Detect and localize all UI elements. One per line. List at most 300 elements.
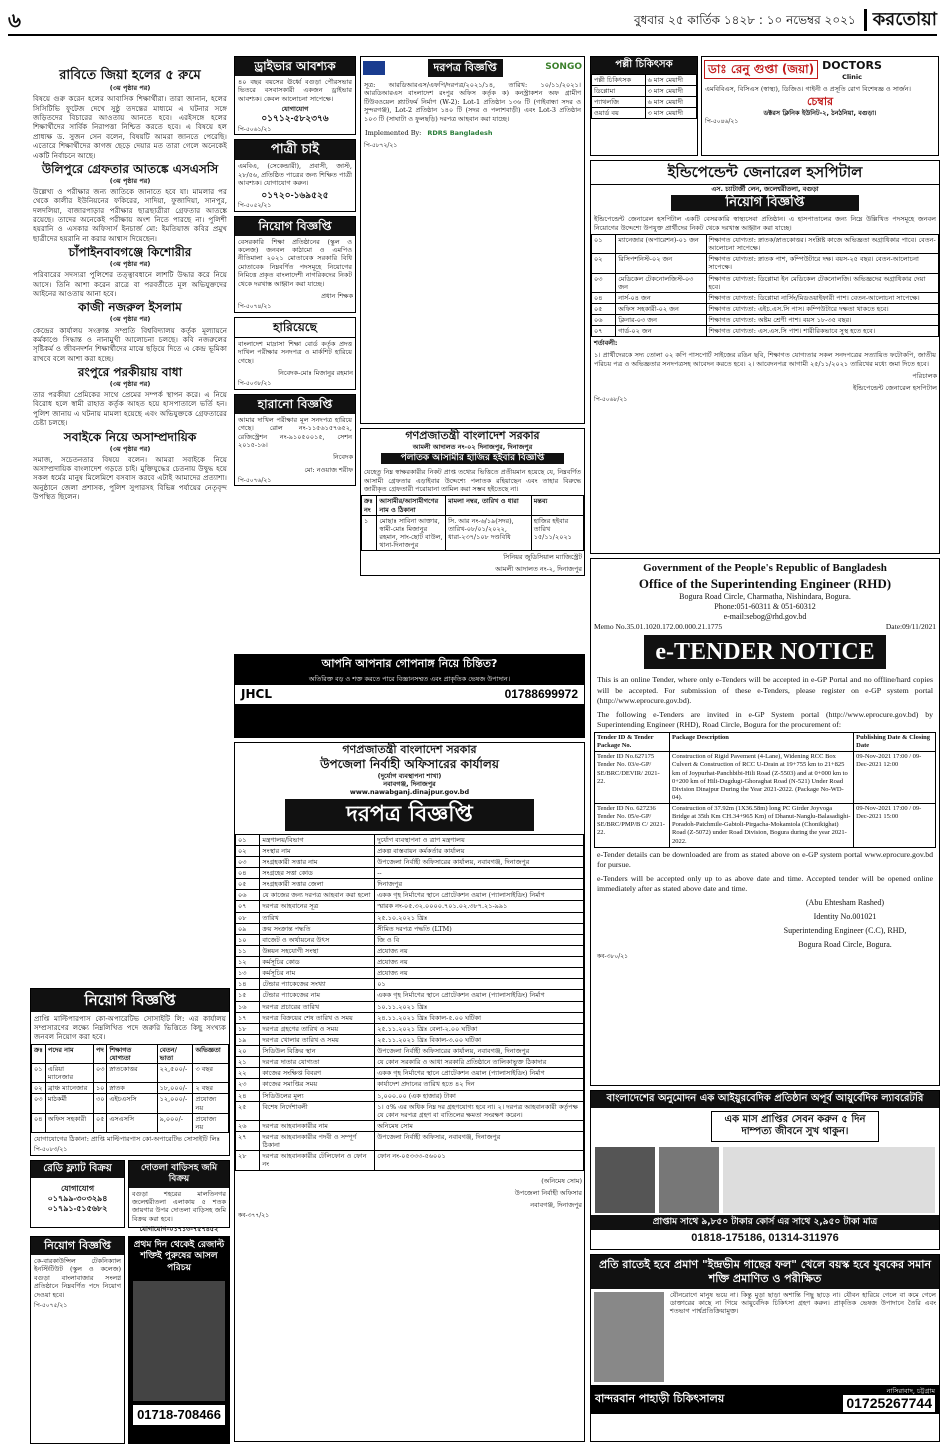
notice-signer-place: নবাবগঞ্জ, দিনাজপুর <box>530 1200 582 1209</box>
job-ad-table <box>31 1044 229 1133</box>
ad-code: পি-৫০৪৬/২১ <box>705 118 739 126</box>
notice-banner: দরপত্র বিজ্ঞপ্তি <box>285 799 534 831</box>
table-cell: তারিখ <box>260 912 375 923</box>
table-row <box>236 1090 584 1101</box>
table-row <box>592 273 939 292</box>
ad-body: যৌনরোগে মানুষ ভয়ে না। কিন্তু মুড়া ছাড়া অশান্তি পিছু ছাড়ে না। যৌবন হারিয়ে গেলে বা কমে গেলে ডাক্তারের কাছে না গিয়ে আয়ুর্বেদিক চিকিৎসা গ্রহণ করুন। প্রাকৃতিক ভেষজ উপাদানে তৈরি এবং শতভাগ পার্শ্বপ্রতিক্রিয়ামুক্ত। <box>670 1290 936 1316</box>
table-cell: কাজের সমাপ্তির সময় <box>260 1079 375 1090</box>
ad-code: কব-৩৮০/২১ <box>597 953 629 961</box>
table-cell: সিডিউল বিক্রির স্থান <box>260 1046 375 1057</box>
table-cell: ১ <box>362 515 377 551</box>
table-cell: যে কাজের জন্য দরপত্র আহবান করা হলো <box>260 890 375 901</box>
table-row <box>236 923 584 934</box>
notice-signer: (অনিমেষ সোম) <box>541 1176 582 1185</box>
table-cell: দরপত্র খোলার তারিখ ও সময় <box>260 1034 375 1045</box>
ad-code: পি-৫৮৭২/২১ <box>364 142 398 150</box>
table-cell: -- <box>375 868 584 879</box>
table-row <box>592 235 939 254</box>
memo-date: Date:09/11/2021 <box>885 622 936 631</box>
table-row <box>592 303 939 314</box>
table-cell: ২ বছর <box>193 1083 229 1094</box>
notice-address: Bogura Road Circle, Charmatha, Nishindara, Bogura. <box>679 592 851 601</box>
notice-title: গণপ্রজাতন্ত্রী বাংলাদেশ সরকার <box>342 743 477 756</box>
notice-signer-id: Identity No.001021 <box>813 912 877 922</box>
notice-outro: e-Tenders will be accepted only up to as above date and time. Accepted tender will be opened online immediately after as stated above date and time. <box>597 873 933 893</box>
table-cell: ৬ মাস মেয়াদী <box>645 74 696 85</box>
village-doctor-ad <box>590 56 698 156</box>
ad-body: বাংলাদেশ মাদ্রাসা শিক্ষা বোর্ড কর্তৃক প্রদত্ত দাখিল পরীক্ষার সনদপত্র ও মার্কশিট হারিয়ে গেছে। <box>238 339 352 365</box>
table-row <box>236 1079 584 1090</box>
product-image <box>133 1281 225 1401</box>
table-row <box>236 1120 584 1131</box>
partner-logo: SONGO <box>545 62 582 73</box>
table-cell: 09-Nov-2021 17:00 / 09-Dec-2021 12:00 <box>854 752 936 804</box>
table-cell: অনিমেষ সোম <box>375 1120 584 1131</box>
table-cell: দিনাজপুর <box>375 879 584 890</box>
table-cell: কর্মসূচির নাম <box>260 968 375 979</box>
table-cell: ০৮ <box>236 912 260 923</box>
table-cell: ফোন নং-০৫৩৩৩-৫৬০০১ <box>375 1151 584 1170</box>
table-cell: ১৪ <box>236 979 260 990</box>
doctor-header <box>702 57 938 83</box>
table-header: ক্রঃ <box>32 1044 46 1063</box>
table-row <box>592 326 939 337</box>
ad-offer: এক মাস প্রাপ্তির সেবন করুন ৫ দিন দাম্পত্য জীবনে সুখ থাকুন। <box>711 1111 879 1142</box>
table-cell: ১,০০০.০০ (এক হাজার) টাকা <box>375 1090 584 1101</box>
table-cell: ২৬ <box>236 1120 260 1131</box>
lost-ad <box>234 317 356 390</box>
ad-title: বাংলাদেশের অনুমোদন এক আইয়ুরবেদিক প্রতিষ্ঠান অপূর্ব আয়ুর্বেদিক ল্যাবরেটরি <box>591 1091 939 1108</box>
clinic-contact <box>843 1387 935 1413</box>
table-cell: উন্নয়ন সহযোগী সংস্থা <box>260 945 375 956</box>
table-cell: ২৮ <box>236 1151 260 1170</box>
table-row <box>236 990 584 1001</box>
hospital-name: ইন্ডিপেন্ডেন্ট জেনারেল হসপিটাল <box>591 161 939 185</box>
table-cell: ২৭ <box>236 1132 260 1151</box>
table-cell: Tender ID No. 627236 Tender No. 05/e-GP/ SE/BRC/PMP/B C/ 2021-22. <box>595 804 670 848</box>
job-ad-title: নিয়োগ বিজ্ঞপ্তি <box>31 989 229 1012</box>
uno-tender-notice <box>234 742 585 1442</box>
notice-title: গণপ্রজাতন্ত্রী বাংলাদেশ সরকার <box>405 429 540 442</box>
table-cell: বিশেষ নির্দেশাবলী <box>260 1101 375 1120</box>
table-row <box>236 845 584 856</box>
table-row <box>592 107 697 118</box>
table-cell: একক গৃহ নির্মাণের স্থানে প্রোটেকশন ওয়াল (প্যালাসাইডিং) নির্মাণ <box>375 1068 584 1079</box>
table-cell: স্নাতক <box>107 1083 157 1094</box>
table-cell: দরপত্র দাতার যোগ্যতা <box>260 1057 375 1068</box>
news-headline: চাঁপাইনবাবগঞ্জে কিশোরীর <box>68 245 192 260</box>
table-cell: Construction of Rigid Pavement (4-Lane), Widening RCC Box Culvert & Construction of RCC U-Drain at 19+755 km to 21+825 km of Joypurhat-Panchbibi-Hili Road (Z-5503) and at 0+000 km to 0+200 km of Hili-Dugdugi-Ghoraghat Road (N-521) Under Road Division Dinajpur During the Year 2021-2022. (Package No-WD-04). <box>670 752 854 804</box>
ad-title: প্রতি রাতেই হবে প্রমাণ "ইন্দ্রভীম গাছের ফল" খেলে বয়স্ক হবে যুবকের সমান শক্তি প্রমাণিত ও পরীক্ষিত <box>591 1255 939 1289</box>
classified-row <box>30 1236 230 1444</box>
table-cell: ৩ বছর <box>193 1064 229 1083</box>
table-cell: ০৫ <box>236 879 260 890</box>
table-cell: উপজেলা নির্বাহী অফিসারের কার্যালয়, নবাবগঞ্জ, দিনাজপুর <box>375 1046 584 1057</box>
ad-phone: ০১৭৯৯-৩০৩২৯৪ <box>47 1193 108 1203</box>
table-cell: ২৫.১১.২০২১ খ্রিঃ বেলা-২.০০ ঘটিকা <box>375 1023 584 1034</box>
ad-title: হারিয়েছে <box>235 318 355 338</box>
ad-code: পি-৫০৩৮/২১ <box>238 380 272 388</box>
table-cell: ১৭ <box>236 1012 260 1023</box>
implemented-label: Implemented By: <box>365 128 422 137</box>
herbal-images <box>591 1145 939 1215</box>
table-row <box>236 1057 584 1068</box>
table-cell: প্রযোজ্য নয় <box>375 957 584 968</box>
ad-code: পি-৫০৭৪/২১ <box>238 303 272 311</box>
table-cell: ০৪ <box>236 868 260 879</box>
table-cell: এরিয়া ম্যানেজার <box>45 1064 93 1083</box>
table-cell: অফিস সহকারী <box>45 1113 93 1132</box>
table-cell: সংগ্রহকারী সত্তার জেলা <box>260 879 375 890</box>
table-cell: দরপত্র আহবানকারীর টেলিফোন ও ফোন নং <box>260 1151 375 1170</box>
table-cell: ০১ <box>236 834 260 845</box>
ad-price: প্রাপ্তাম সাথে ৯,৮৫০ টাকার কোর্স এর সাথে ২,৯৫০ টাকা মাত্র <box>591 1215 939 1230</box>
product-image <box>595 1147 655 1213</box>
notice-office: উপজেলা নির্বাহী অফিসারের কার্যালয় <box>320 756 499 771</box>
table-row <box>236 934 584 945</box>
table-cell: শিক্ষাগত যোগ্যতা: স্নাতক পাশ, কম্পিউটারে দক্ষ। বয়স-২৫ বছর। বেতন-আলোচনা সাপেক্ষে। <box>706 254 939 273</box>
jhcl-ad <box>234 654 585 738</box>
notice-address: নবাবগঞ্জ, দিনাজপুর <box>383 779 436 788</box>
table-row <box>236 1034 584 1045</box>
table-row <box>236 912 584 923</box>
ad-title: দোতলা বাড়িসহ জমি বিক্রয় <box>129 1161 229 1188</box>
table-cell: সি. আর নং-৬/১৯(সদর), তারিখ-০৮/০১/২০২২, ধারা-২৩৭/১০৮ দণ্ডবিধি <box>446 515 532 551</box>
table-cell: ক্লিনার-০৩ জন <box>616 315 706 326</box>
table-cell: ০৪ <box>592 292 616 303</box>
table-row <box>592 85 697 96</box>
column-tenders <box>360 56 585 656</box>
notice-signer-place: Bogura Road Circle, Bogura. <box>798 940 892 950</box>
news-item <box>30 365 230 430</box>
table-row <box>236 1001 584 1012</box>
table-cell: ২৫ <box>236 1101 260 1120</box>
clinic-brand-name: DOCTORS <box>822 59 882 72</box>
chamber-address: ডক্টরস ক্লিনিক ইউনিট-২, ঠনঠনিয়া, বগুড়া। <box>763 109 877 118</box>
table-cell: শিক্ষাগত যোগ্যতা: অষ্টম শ্রেণী পাশ। বয়স ১৮-৩৫ বছর। <box>706 315 939 326</box>
table-cell: ২০ <box>236 1046 260 1057</box>
notice-signer: (Abu Ehtesham Rashed) <box>805 898 885 908</box>
news-headline: রাবিতে জিয়া হলের ৫ রুমে <box>59 68 201 83</box>
column-news <box>30 68 230 1444</box>
table-row <box>236 901 584 912</box>
table-cell: ২৫.১১.২০২১ খ্রিঃ বিকাল-৩.০০ ঘটিকা <box>375 1034 584 1045</box>
table-cell: 09-Nov-2021 17:00 / 09-Dec-2021 15:00 <box>854 804 936 848</box>
table-row <box>595 752 936 804</box>
doctor-ad <box>701 56 939 156</box>
rdrs-tender <box>360 56 585 424</box>
clinic-address: নাসিরাবাদ, চট্টগ্রাম <box>886 1386 935 1395</box>
table-cell: ডিপ্লোমা <box>592 85 646 96</box>
ad-body: বগুড়া শহরের মালতিনগর জলেশ্বরীতলা এলাকায় ৫ শতক জায়গার উপর দোতলা বাড়িসহ জমি বিক্রয় করা হবে। <box>132 1189 226 1223</box>
clinic-brand <box>822 59 882 81</box>
terms-title: শর্তাবলী: <box>594 339 618 348</box>
ad-signer: নিবেদক <box>333 453 353 462</box>
table-row <box>236 1101 584 1120</box>
table-cell: শিক্ষাগত যোগ্যতা: ডিপ্লোমা নার্সিং/মিডওয়াইফারী পাশ। বেতন-আলোচনা সাপেক্ষে। <box>706 292 939 303</box>
news-body: বিষয়ে গুরু করেন হলের আবাসিক শিক্ষার্থীরা। তারা জানান, হলের সিসিটিভি ফুটেজ দেখে সুষ্ঠু তদন্তের মাধ্যমে এ ঘটনার সঙ্গে জড়িতদের বিচারের আওতায় আনতে হবে। এরইসঙ্গে হলের শিক্ষার্থীদের সার্বিক নিরাপত্তা নিশ্চিত করতে হবে। এ বিষয়ে হল প্রাধ্যক্ষ ড. সুজন সেন বলেন, বিষয়টি আমরা জানতে পেরেছি। এতোরে শিক্ষার্থীদের কাগজ ছেড়ে দেয়ার মত তারা গেলে অনেকেই একটি নির্বাচনে আছে। <box>33 94 227 160</box>
table-cell: বাজেট ও অর্থায়নের উৎস <box>260 934 375 945</box>
notice-url: www.nawabganj.dinajpur.gov.bd <box>349 788 470 796</box>
table-cell: প্রযোজ্য নয় <box>375 968 584 979</box>
table-cell: একক গৃহ নির্মাণের স্থানে প্রোটেকশন ওয়াল (প্যালাসাইডিং) নির্মাণ <box>375 990 584 1001</box>
rhd-etender-notice <box>590 558 940 1086</box>
table-cell: ক্রয় সংক্রান্ত পদ্ধতি <box>260 923 375 934</box>
table-cell: ওয়ার্ড বয় <box>592 107 646 118</box>
table-row <box>236 1132 584 1151</box>
table-cell: রিসিপশনিস্ট-০২ জন <box>616 254 706 273</box>
table-cell: মেডিকেল টেকনোলজিস্ট-০৩ জন <box>616 273 706 292</box>
table-cell: শিক্ষাগত যোগ্যতা: এস.এস.সি পাশ। শারীরিকভাবে সুস্থ হতে হবে। <box>706 326 939 337</box>
table-cell: যে কোন সরকারি ও আধা সরকারি প্রতিষ্ঠানে তালিকাভুক্ত ঠিকাদার <box>375 1057 584 1068</box>
clinic-brand-sub: Clinic <box>842 72 862 81</box>
table-cell: ২৩ <box>236 1079 260 1090</box>
news-item <box>30 245 230 300</box>
table-cell: ১০ <box>236 934 260 945</box>
land-sale-ad <box>128 1160 230 1234</box>
wanted-table <box>361 495 584 551</box>
banyan-ad <box>590 1254 940 1442</box>
wanted-notice <box>360 428 585 576</box>
table-cell: ব্রাঞ্চ ম্যানেজার <box>45 1083 93 1094</box>
job-ad-2 <box>30 1236 125 1444</box>
table-cell: ৬ মাস মেয়াদী <box>645 96 696 107</box>
news-item <box>30 430 230 504</box>
table-cell: পল্লী চিকিৎসক <box>592 74 646 85</box>
course-table <box>591 74 697 120</box>
table-row <box>236 1151 584 1170</box>
news-subtitle: (৩য় পৃষ্ঠার পর) <box>109 315 151 324</box>
ad-code: পি-৫০৭৬/২১ <box>238 476 272 484</box>
news-item <box>30 162 230 245</box>
table-cell: ২২ <box>236 1068 260 1079</box>
table-cell: Tender ID No.627175 Tender No. 03/e-GP/ SE/BRC/DEVIR/ 2021-22. <box>595 752 670 804</box>
table-cell: ১১ <box>236 945 260 956</box>
doctor-credentials: এমবিবিএস, বিসিএস (স্বাস্থ্য), ডিজিও। গাইনী ও প্রসূতি রোগ বিশেষজ্ঞ ও সার্জন। <box>705 84 911 93</box>
table-cell: ১৫ <box>236 990 260 1001</box>
table-cell: ১। ৫% এর অধিক নিম্ন দর গ্রহণযোগ্য হবে না। ২। দরপত্র আহবানকারী কর্তৃপক্ষ যে কোন দরপত্র গ্রহণ বা বাতিলের ক্ষমতা সংরক্ষণ করেন। <box>375 1101 584 1120</box>
memo-number: Memo No.35.01.1020.172.00.000.21.1775 <box>594 622 723 631</box>
table-cell: অফিস সহকারী-০২ জন <box>616 303 706 314</box>
notice-phone: Phone:051-60311 & 051-60312 <box>714 602 816 611</box>
table-cell: সংস্থার নাম <box>260 845 375 856</box>
ad-code: পি-৫০৮৩/২১ <box>34 1146 68 1154</box>
newspaper-logo: করতোয়া <box>864 9 937 32</box>
table-header: অভিজ্ঞতা <box>193 1044 229 1063</box>
table-cell: প্রযোজ্য নয় <box>375 945 584 956</box>
lost-notice <box>234 394 356 487</box>
notice-title: Government of the People's Republic of Bangladesh <box>643 562 887 574</box>
table-row <box>236 890 584 901</box>
news-item <box>30 300 230 365</box>
job-ad <box>234 216 356 313</box>
table-cell: উপজেলা নির্বাহী অফিসারের কার্যালয়, নবাবগঞ্জ, দিনাজপুর <box>375 856 584 867</box>
table-cell: ০৭ <box>236 901 260 912</box>
table-row <box>236 856 584 867</box>
jhcl-footer <box>235 685 584 704</box>
etender-table <box>594 732 936 848</box>
table-row <box>236 868 584 879</box>
ad-body: আমার দাখিল পরীক্ষার মূল সনদপত্র হারিয়ে গেছে। রোল নং-১১৫৬১৫৭৬৫২, রেজিস্ট্রেশন নং-৯১০৫০০১৫, সেশন ২০১৫-১৬। <box>238 415 352 449</box>
table-row <box>236 879 584 890</box>
notice-office: Office of the Superintending Engineer (RHD) <box>638 575 892 591</box>
ad-signer: প্রধান শিক্ষক <box>321 292 353 301</box>
issue-date: বুধবার ২৫ কার্তিক ১৪২৮ : ১০ নভেম্বর ২০২১ <box>633 12 856 27</box>
hospital-address: এস. চ্যাটার্জী লেন, জলেশ্বরীতলা, বগুড়া <box>711 184 819 193</box>
table-header: Tender ID & Tender Package No. <box>595 733 670 752</box>
table-cell: দুর্যোগ ব্যবস্থাপনা ও ত্রাণ মন্ত্রণালয় <box>375 834 584 845</box>
ad-code: কব-৩৭৭/২১ <box>238 1211 270 1219</box>
ad-intro: ইন্ডিপেন্ডেন্ট জেনারেল হসপিটাল একটি বেসরকারি স্বাস্থ্যসেবা প্রতিষ্ঠান। এ হাসপাতালের জন্য নিম্নে উল্লিখিত পদসমূহে জনবল নিয়োগের উদ্দেশ্যে উপযুক্ত প্রার্থীদের নিকট থেকে দরখাস্ত আহ্বান করা যাচ্ছে। <box>594 215 936 232</box>
table-cell: ২৫.১০.২০২১ খ্রিঃ <box>375 912 584 923</box>
banyan-footer <box>591 1385 939 1415</box>
top-ads <box>590 56 940 156</box>
ad-title: দরপত্র বিজ্ঞপ্তি <box>428 59 503 77</box>
table-cell: ০২ <box>592 254 616 273</box>
ad-phone: 01718-708466 <box>133 1405 225 1425</box>
news-subtitle: (৩য় পৃষ্ঠার পর) <box>109 260 151 269</box>
table-cell: একক গৃহ নির্মাণের স্থানে প্রোটেকশন ওয়াল (প্যালাসাইডিং) নির্মাণ <box>375 890 584 901</box>
table-cell: ০১ <box>592 235 616 254</box>
chamber-label: চেম্বার <box>806 95 834 109</box>
hospital-jobs-table <box>591 234 939 337</box>
notice-branch: (দুর্যোগ ব্যবস্থাপনা শাখা) <box>377 771 442 780</box>
table-cell: ০৫ <box>93 1113 106 1132</box>
ad-text-block <box>723 1147 935 1213</box>
table-cell: ০৯ <box>236 923 260 934</box>
table-cell: ০৪ <box>32 1113 46 1132</box>
table-cell: ১২,০০০/- <box>157 1094 193 1113</box>
news-body: সমাজ, সচেতনতার বিষয়ে বলেন। আমরা সবাইকে নিয়ে অসাম্প্রদায়িক বাংলাদেশ গড়তে চাই। মুক্তিযুদ্ধের চেতনায় উদ্বুদ্ধ হয়ে সকল ধর্মের মানুষ মিলেমিশে বসবাস করবে এটাই আমাদের প্রত্যাশা। অনুষ্ঠানে জেলা প্রশাসক, পুলিশ সুপারসহ বিভিন্ন পর্যায়ের নেতৃবৃন্দ উপস্থিত ছিলেন। <box>33 454 227 502</box>
table-cell: জি ও বি <box>375 934 584 945</box>
table-cell: সংগ্রহকারী সত্তার নাম <box>260 856 375 867</box>
table-row <box>236 968 584 979</box>
page-header <box>8 6 937 36</box>
ad-body: এমবিএ, (সেকেন্ডারী), প্রবাসী, জাস্ট, ২৮/৫৬, প্রতিষ্ঠিত পাত্রের জন্য শিক্ষিত পাত্রী আবশ্যক। যোগাযোগ করুন। <box>238 162 352 188</box>
table-cell: ০১ <box>375 979 584 990</box>
ad-phone: 01788699972 <box>504 687 578 702</box>
job-ad-box <box>30 988 230 1156</box>
table-cell: দরপত্র আহবানকারীর পদবী ও সম্পূর্ণ ঠিকানা <box>260 1132 375 1151</box>
table-header: মন্তব্য <box>531 496 583 515</box>
table-cell: দরপত্র আহবানের সূত্র <box>260 901 375 912</box>
table-header: Publishing Date & Closing Date <box>854 733 936 752</box>
table-header: Package Description <box>670 733 854 752</box>
table-cell: ০২ <box>236 845 260 856</box>
table-row <box>592 315 939 326</box>
ad-title: নিয়োগ বিজ্ঞপ্তি <box>31 1237 124 1255</box>
table-cell: ১৩ <box>236 968 260 979</box>
herbal-ad <box>590 1090 940 1250</box>
hospital-job-ad <box>590 160 940 554</box>
table-row <box>236 1012 584 1023</box>
table-cell: Construction of 37.92m (1X36.58m) long PC Girder Joyvoga Bridge at 35th Km CH.34+965 Km) of Dhanut-Nanglu-Balasadighi-Poradoh-Patchmile-Gabtoli-Pirgacha-Mokamtola (Chonikighat) Road (Z-5072) under Road Division, Bogura during the year 2021-2022. <box>670 804 854 848</box>
ad-title: হারানো বিজ্ঞপ্তি <box>235 395 355 414</box>
partner-name: RDRS Bangladesh <box>427 128 493 137</box>
column-right <box>590 56 940 1446</box>
ad-phone: ০১৭২০-১৬৯৫২৫ <box>261 189 329 200</box>
table-cell: প্রযোজ্য নয় <box>193 1094 229 1113</box>
doctor-name: ডাঃ রেনু গুপ্তা (জয়া) <box>704 60 818 79</box>
table-row <box>236 957 584 968</box>
table-cell: ম্যানেজার (অপারেশন)-০১ জন <box>616 235 706 254</box>
job-ad-contact: যোগাযোগের ঠিকানা: প্রাপ্তি মাল্টিপারপাস কো-অপারেটিভ সোসাইটি লিঃ <box>34 1134 220 1143</box>
table-cell: মন্ত্রণালয়/বিভাগ <box>260 834 375 845</box>
table-cell: সীমিত দরপত্র পদ্ধতি (LTM) <box>375 923 584 934</box>
table-cell: ০১ <box>32 1064 46 1083</box>
notice-signer-court: আমলী আদালত নং-২, দিনাজপুর <box>495 565 582 574</box>
product-image <box>659 1147 719 1213</box>
ad-title: প্রথম দিন থেকেই রেজাল্ট শক্তিই পুরুষের আসল পরিচয় <box>133 1240 225 1273</box>
notice-intro: The following e-Tenders are invited in e-GP System portal (http://www.eprocure.gov.bd) by Superintending Engineer (RHD), Road Circle, Bogura for the procurement of: <box>597 709 933 729</box>
table-cell: মাঠকর্মী <box>45 1094 93 1113</box>
ad-title: রেডি ফ্ল্যাট বিক্রয় <box>31 1161 124 1178</box>
table-cell: সিডিউলের মূল্য <box>260 1090 375 1101</box>
table-row <box>595 804 936 848</box>
table-cell: কার্যাদেশ প্রদানের তারিখ হতে ৪২ দিন <box>375 1079 584 1090</box>
notice-intro: This is an online Tender, where only e-Tenders will be accepted in e-GP Portal and no offline/hard copies will be accepted. For submission of these e-Tenders, please register on e-GP system portal (http://www.eprocure.gov.bd). <box>597 675 933 705</box>
column-classifieds <box>234 56 356 656</box>
table-cell: প্রযোজ্য নয় <box>193 1113 229 1132</box>
memo-row <box>594 622 936 631</box>
news-body: তার পরকীয়া প্রেমিকের সাথে প্রেমের সম্পর্ক স্থাপন করে। এ নিয়ে বিরোধ হলে স্বামী রাহাত কর্তৃক আহত হয়ে হাসপাতালে ভর্তি হন। পুলিশ জানায় এ ঘটনায় মামলা হয়েছে এবং অভিযুক্তকে গ্রেফতারের চেষ্টা চলছে। <box>33 390 227 428</box>
ad-title: আপনি আপনার গোপনাঙ্গ নিয়ে চিন্তিত? <box>321 657 498 670</box>
ad-phone: 01725267744 <box>843 1395 935 1413</box>
table-cell: ১৮ <box>236 1023 260 1034</box>
ad-body: বেসরকারি শিক্ষা প্রতিষ্ঠানের (স্কুল ও কলেজ) জনবল কাঠামো ও এমপিও নীতিমালা ২০২১ মোতাবেক সরকারি বিধি মোতাবেক নিম্নবর্ণিত পদসমূহে নিয়োগের নিমিত্তে প্রকৃত বাংলাদেশী নাগরিকদের নিকট থেকে দরখাস্ত আহ্বান করা যাচ্ছে। <box>238 237 352 288</box>
news-body: পরিবারের সদস্যরা পুলিশের তত্ত্বাবধানে লাশটি উদ্ধার করে নিয়ে আসে। তিনি আশা করেন রাত্রে বা পরবর্তীতে মূল অভিযুক্তদের আইনের আওতায় আনা হবে। <box>33 270 227 299</box>
news-body: উল্লেখ্য ও পরীক্ষার জন্য জাতিকে জানাতে হবে যা। মামলার পর থেকে কালীর ইউনিয়নের ফকিরের, সাদিয়া, ফুজাদিয়া, সানপুর, দলদলিয়া, বাজারপাড়ার পরীক্ষার ছাত্রছাত্রীরা গ্রেফতার আতঙ্কে রয়েছে। তাদের অনেকেই পরীক্ষায় অংশ নিতে পারছে না। পুলিশী হয়রানি ও এসকার অফিসার্স ইনচার্জ মো: ইমতিয়াজ কবির প্রমুখ ছাত্রীদের হয়রানি না করার আশ্বাস দিয়েছেন। <box>33 187 227 243</box>
banyan-content <box>591 1289 939 1385</box>
table-cell: নার্স-০৪ জন <box>616 292 706 303</box>
ad-title: নিয়োগ বিজ্ঞপ্তি <box>671 195 859 211</box>
bride-ad <box>234 139 356 211</box>
ad-code: পি-৫০৬৮/২১ <box>594 395 628 403</box>
ad-signer-org: ইন্ডিপেন্ডেন্ট জেনারেল হসপিটাল <box>852 384 937 393</box>
ad-signer-name: মো: নওয়াজ শরীফ <box>304 465 353 474</box>
table-cell: গার্ড-০২ জন <box>616 326 706 337</box>
notice-signer-title: Superintending Engineer (C.C), RHD, <box>783 926 907 936</box>
table-cell: ০৬ <box>236 890 260 901</box>
ad-title: পাত্রী চাই <box>235 140 355 160</box>
ad-contact-label: যোগাযোগ <box>60 1183 95 1193</box>
notice-head: পলাতক আসামীর হাজির হইবার বিজ্ঞপ্তি <box>381 453 564 464</box>
notice-email: e-mail:sebog@rhd.gov.bd <box>723 612 807 621</box>
news-headline: রংপুরে পরকীয়ায় বাধা <box>77 364 183 379</box>
notice-signer: সিনিয়র জুডিসিয়াল ম্যাজিস্ট্রেট <box>503 553 582 562</box>
table-cell: কর্মসূচির কোড <box>260 957 375 968</box>
tender-header <box>361 57 584 79</box>
table-cell: ২২,৫০০/- <box>157 1064 193 1083</box>
notice-signer-title: উপজেলা নির্বাহী অফিসার <box>514 1188 582 1197</box>
table-row <box>236 834 584 845</box>
table-cell: স্মারক নং-০৫.৩২.০০০০.৭০১.০২.৩৮৭.২১-৯৯১ <box>375 901 584 912</box>
notice-outro: e-Tender details can be downloaded are from as stated above on e-GP system portal www.eprocure.gov.bd for pursue. <box>597 849 933 869</box>
table-header: আসামীর/আসামীগণের নাম ও ঠিকানা <box>377 496 446 515</box>
news-headline: সবাইকে নিয়ে অসাম্প্রদায়িক <box>63 429 197 444</box>
person-photo <box>594 1292 664 1382</box>
ad-body: ৪০ বছর বয়সের ঊর্ধ্বে বগুড়া পৌরসভার ভিতরে বসবাসকারী একজন ড্রাইভার আবশ্যক। কেবল আলোচনা সাপেক্ষে। <box>238 78 352 103</box>
ad-phone: যোগাযোগ-০১৭১৩-৭৫৭৪৫২ <box>139 1225 219 1234</box>
ad-title: পল্লী চিকিৎসক <box>591 57 697 74</box>
news-subtitle: (৩য় পৃষ্ঠার পর) <box>109 176 151 185</box>
table-cell: ০৭ <box>592 326 616 337</box>
table-cell: ১৮,০০০/- <box>157 1083 193 1094</box>
table-cell: শিক্ষাগত যোগ্যতা: ডিপ্লোমা ইন মেডিকেল টেকনোলজি। অভিজ্ঞদের অগ্রাধিকার দেয়া হবে। <box>706 273 939 292</box>
table-cell: ১২ <box>236 957 260 968</box>
uno-tender-table <box>235 834 584 1171</box>
table-cell: এসএসসি <box>107 1113 157 1132</box>
